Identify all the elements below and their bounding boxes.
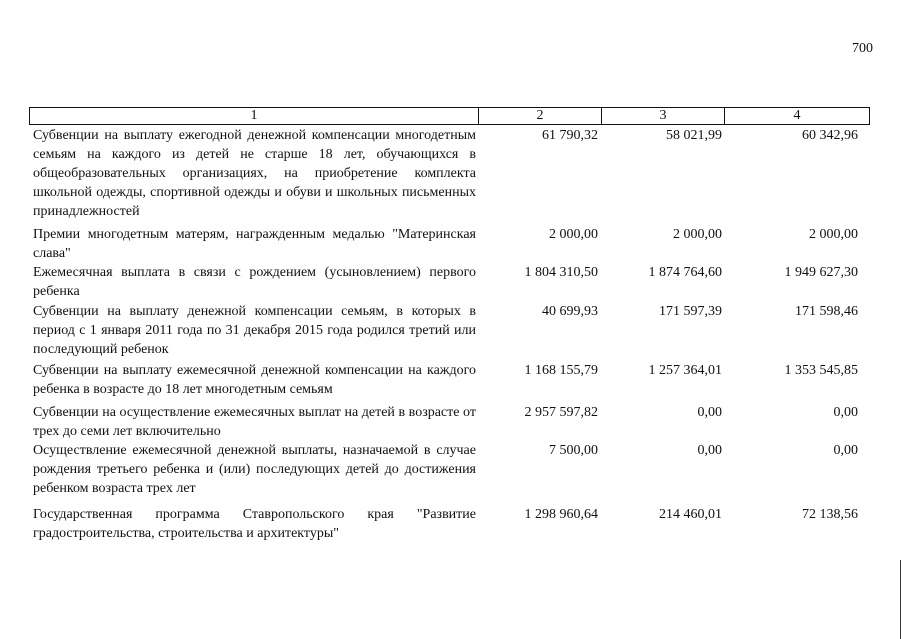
page-number: 700 xyxy=(852,41,873,56)
row-value-col4: 0,00 xyxy=(833,405,858,420)
header-cell-col2: 2 xyxy=(479,108,602,124)
row-value-col4: 72 138,56 xyxy=(802,507,858,522)
row-value-col3: 0,00 xyxy=(697,405,722,420)
row-value-col3: 0,00 xyxy=(697,443,722,458)
row-value-col4: 171 598,46 xyxy=(795,304,858,319)
row-value-col2: 1 298 960,64 xyxy=(524,507,598,522)
header-cell-col3: 3 xyxy=(602,108,725,124)
row-value-col2: 2 957 597,82 xyxy=(524,405,598,420)
row-value-col3: 58 021,99 xyxy=(666,128,722,143)
row-description: Субвенции на выплату ежемесячной денежной компенсации на каждого ребенка в возрасте до 18 лет многодетным семьям xyxy=(33,363,476,397)
table-header-row xyxy=(29,107,870,125)
row-value-col4: 2 000,00 xyxy=(809,227,858,242)
row-value-col4: 1 353 545,85 xyxy=(784,363,858,378)
row-value-col3: 214 460,01 xyxy=(659,507,722,522)
row-description: Государственная программа Ставропольского края "Развитие градостроительства, строительства и архитектуры" xyxy=(33,507,476,541)
row-value-col2: 1 168 155,79 xyxy=(524,363,598,378)
row-description: Субвенции на выплату ежегодной денежной компенсации многодетным семьям на каждого из детей не старше 18 лет, обучающихся в общеобразовательных организациях, на приобретение комплекта школьной одежды, спортивной одежды и обуви и школьных письменных принадлежностей xyxy=(33,128,476,219)
row-value-col3: 1 874 764,60 xyxy=(648,265,722,280)
row-value-col3: 2 000,00 xyxy=(673,227,722,242)
row-value-col2: 2 000,00 xyxy=(549,227,598,242)
scan-edge-mark xyxy=(900,560,901,639)
row-description: Осуществление ежемесячной денежной выплаты, назначаемой в случае рождения третьего ребенка и (или) последующих детей до достижения ребенком возраста трех лет xyxy=(33,443,476,496)
row-value-col3: 171 597,39 xyxy=(659,304,722,319)
row-value-col4: 1 949 627,30 xyxy=(784,265,858,280)
header-cell-col4: 4 xyxy=(793,108,801,123)
row-value-col2: 61 790,32 xyxy=(542,128,598,143)
row-value-col3: 1 257 364,01 xyxy=(648,363,722,378)
row-description: Ежемесячная выплата в связи с рождением (усыновлением) первого ребенка xyxy=(33,265,476,299)
header-cell-col1: 1 xyxy=(30,108,479,124)
row-value-col2: 1 804 310,50 xyxy=(524,265,598,280)
row-value-col2: 7 500,00 xyxy=(549,443,598,458)
row-value-col4: 60 342,96 xyxy=(802,128,858,143)
row-description: Субвенции на выплату денежной компенсации семьям, в которых в период с 1 января 2011 года по 31 декабря 2015 года родился третий или последующий ребенок xyxy=(33,304,476,357)
row-value-col2: 40 699,93 xyxy=(542,304,598,319)
row-value-col4: 0,00 xyxy=(833,443,858,458)
row-description: Субвенции на осуществление ежемесячных выплат на детей в возрасте от трех до семи лет включительно xyxy=(33,405,476,439)
row-description: Премии многодетным матерям, награжденным медалью "Материнская слава" xyxy=(33,227,476,261)
